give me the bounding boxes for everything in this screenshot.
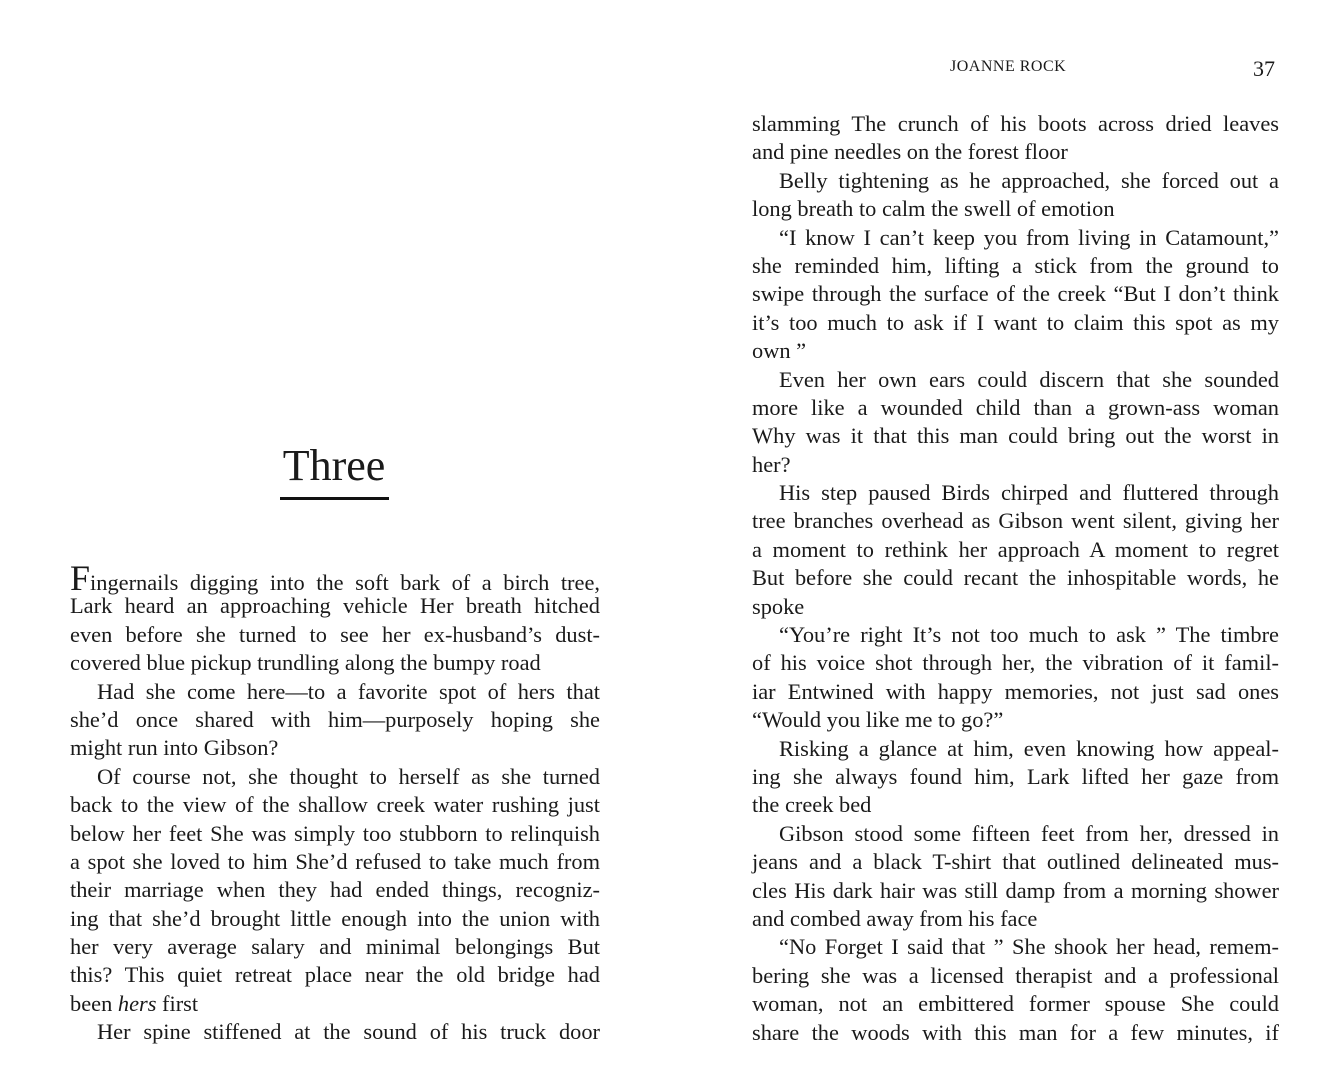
text-line: Lark heard an approaching vehicle Her breath hitched: [70, 593, 600, 619]
text-line: long breath to calm the swell of emotion: [752, 196, 1115, 222]
chapter-title: Three: [282, 441, 386, 490]
page-number: 37: [1253, 56, 1275, 81]
text-line: bering she was a licensed therapist and a professional: [752, 962, 1279, 988]
text-line: more like a wounded child than a grown-ass woman: [752, 394, 1279, 420]
text-line: she’d once shared with him—purposely hoping she: [70, 706, 600, 732]
text-line: a moment to rethink her approach A moment to regret: [752, 536, 1279, 562]
text-line: been hers first: [70, 990, 199, 1016]
text-line: Gibson stood some fifteen feet from her, dressed in: [779, 820, 1279, 846]
text-line: Risking a glance at him, even knowing how appeal-: [779, 735, 1279, 761]
text-line: swipe through the surface of the creek “But I don’t think: [752, 281, 1279, 307]
text-line: Why was it that this man could bring out the worst in: [752, 423, 1279, 449]
left-page: [0, 0, 666, 1080]
right-page: [666, 0, 1333, 1080]
text-line: Of course not, she thought to herself as she turned: [97, 763, 600, 789]
text-line: jeans and a black T-shirt that outlined delineated mus-: [752, 849, 1279, 875]
text-line: of his voice shot through her, the vibration of it famil-: [752, 650, 1279, 676]
text-line: the creek bed: [752, 792, 872, 818]
text-line: share the woods with this man for a few minutes, if: [752, 1019, 1279, 1045]
text-line: Even her own ears could discern that she sounded: [779, 366, 1279, 392]
text-line: But before she could recant the inhospitable words, he: [752, 565, 1279, 591]
text-line: even before she turned to see her ex-husband’s dust-: [70, 621, 600, 647]
text-line: and pine needles on the forest floor: [752, 139, 1068, 165]
running-head-author: JOANNE ROCK: [950, 58, 1067, 75]
text-line: His step paused Birds chirped and fluttered through: [779, 480, 1279, 506]
text-line: back to the view of the shallow creek water rushing just: [70, 792, 600, 818]
text-line: “No Forget I said that ” She shook her head, remem-: [779, 934, 1279, 960]
text-line: Belly tightening as he approached, she forced out a: [779, 167, 1279, 193]
text-line: and combed away from his face: [752, 905, 1038, 931]
text-line: spoke: [752, 593, 805, 619]
text-line: ing that she’d brought little enough into the union with: [70, 905, 600, 931]
text-line: covered blue pickup trundling along the bumpy road: [70, 650, 541, 676]
text-line: “Would you like me to go?”: [752, 707, 1004, 733]
chapter-title-underline: [280, 497, 389, 500]
text-line: she reminded him, lifting a stick from the ground to: [752, 252, 1279, 278]
text-line: this? This quiet retreat place near the old bridge had: [70, 962, 600, 988]
text-line: Had she come here—to a favorite spot of hers that: [97, 678, 600, 704]
text-line: Her spine stiffened at the sound of his truck door: [97, 1019, 600, 1045]
text-line: slamming The crunch of his boots across dried leaves: [752, 111, 1279, 136]
text-line: “I know I can’t keep you from living in Catamount,”: [779, 224, 1279, 250]
text-line: woman, not an embittered former spouse She could: [752, 991, 1279, 1017]
drop-cap: F: [70, 558, 91, 598]
text-line: “You’re right It’s not too much to ask ” The timbre: [779, 622, 1279, 648]
left-body-text: [70, 556, 600, 1047]
text-line: their marriage when they had ended things, recogniz-: [70, 877, 600, 903]
text-line: iar Entwined with happy memories, not just sad ones: [752, 678, 1279, 704]
text-line: it’s too much to ask if I want to claim this spot as my: [752, 309, 1279, 335]
text-line: cles His dark hair was still damp from a morning shower: [752, 877, 1279, 903]
text-line: might run into Gibson?: [70, 735, 279, 761]
text-line: below her feet She was simply too stubborn to relinquish: [70, 820, 600, 846]
text-line: her?: [752, 451, 791, 477]
emphasis: hers: [117, 990, 157, 1016]
text-line: own ”: [752, 338, 807, 364]
right-body-text: [752, 110, 1279, 1047]
text-line: tree branches overhead as Gibson went silent, giving her: [752, 508, 1279, 534]
text-line: a spot she loved to him She’d refused to take much from: [70, 848, 600, 874]
text-line: ing she always found him, Lark lifted her gaze from: [752, 763, 1279, 789]
text-line: her very average salary and minimal belongings But: [70, 934, 600, 960]
text-line: Fingernails digging into the soft bark of a birch tree,: [70, 558, 600, 598]
